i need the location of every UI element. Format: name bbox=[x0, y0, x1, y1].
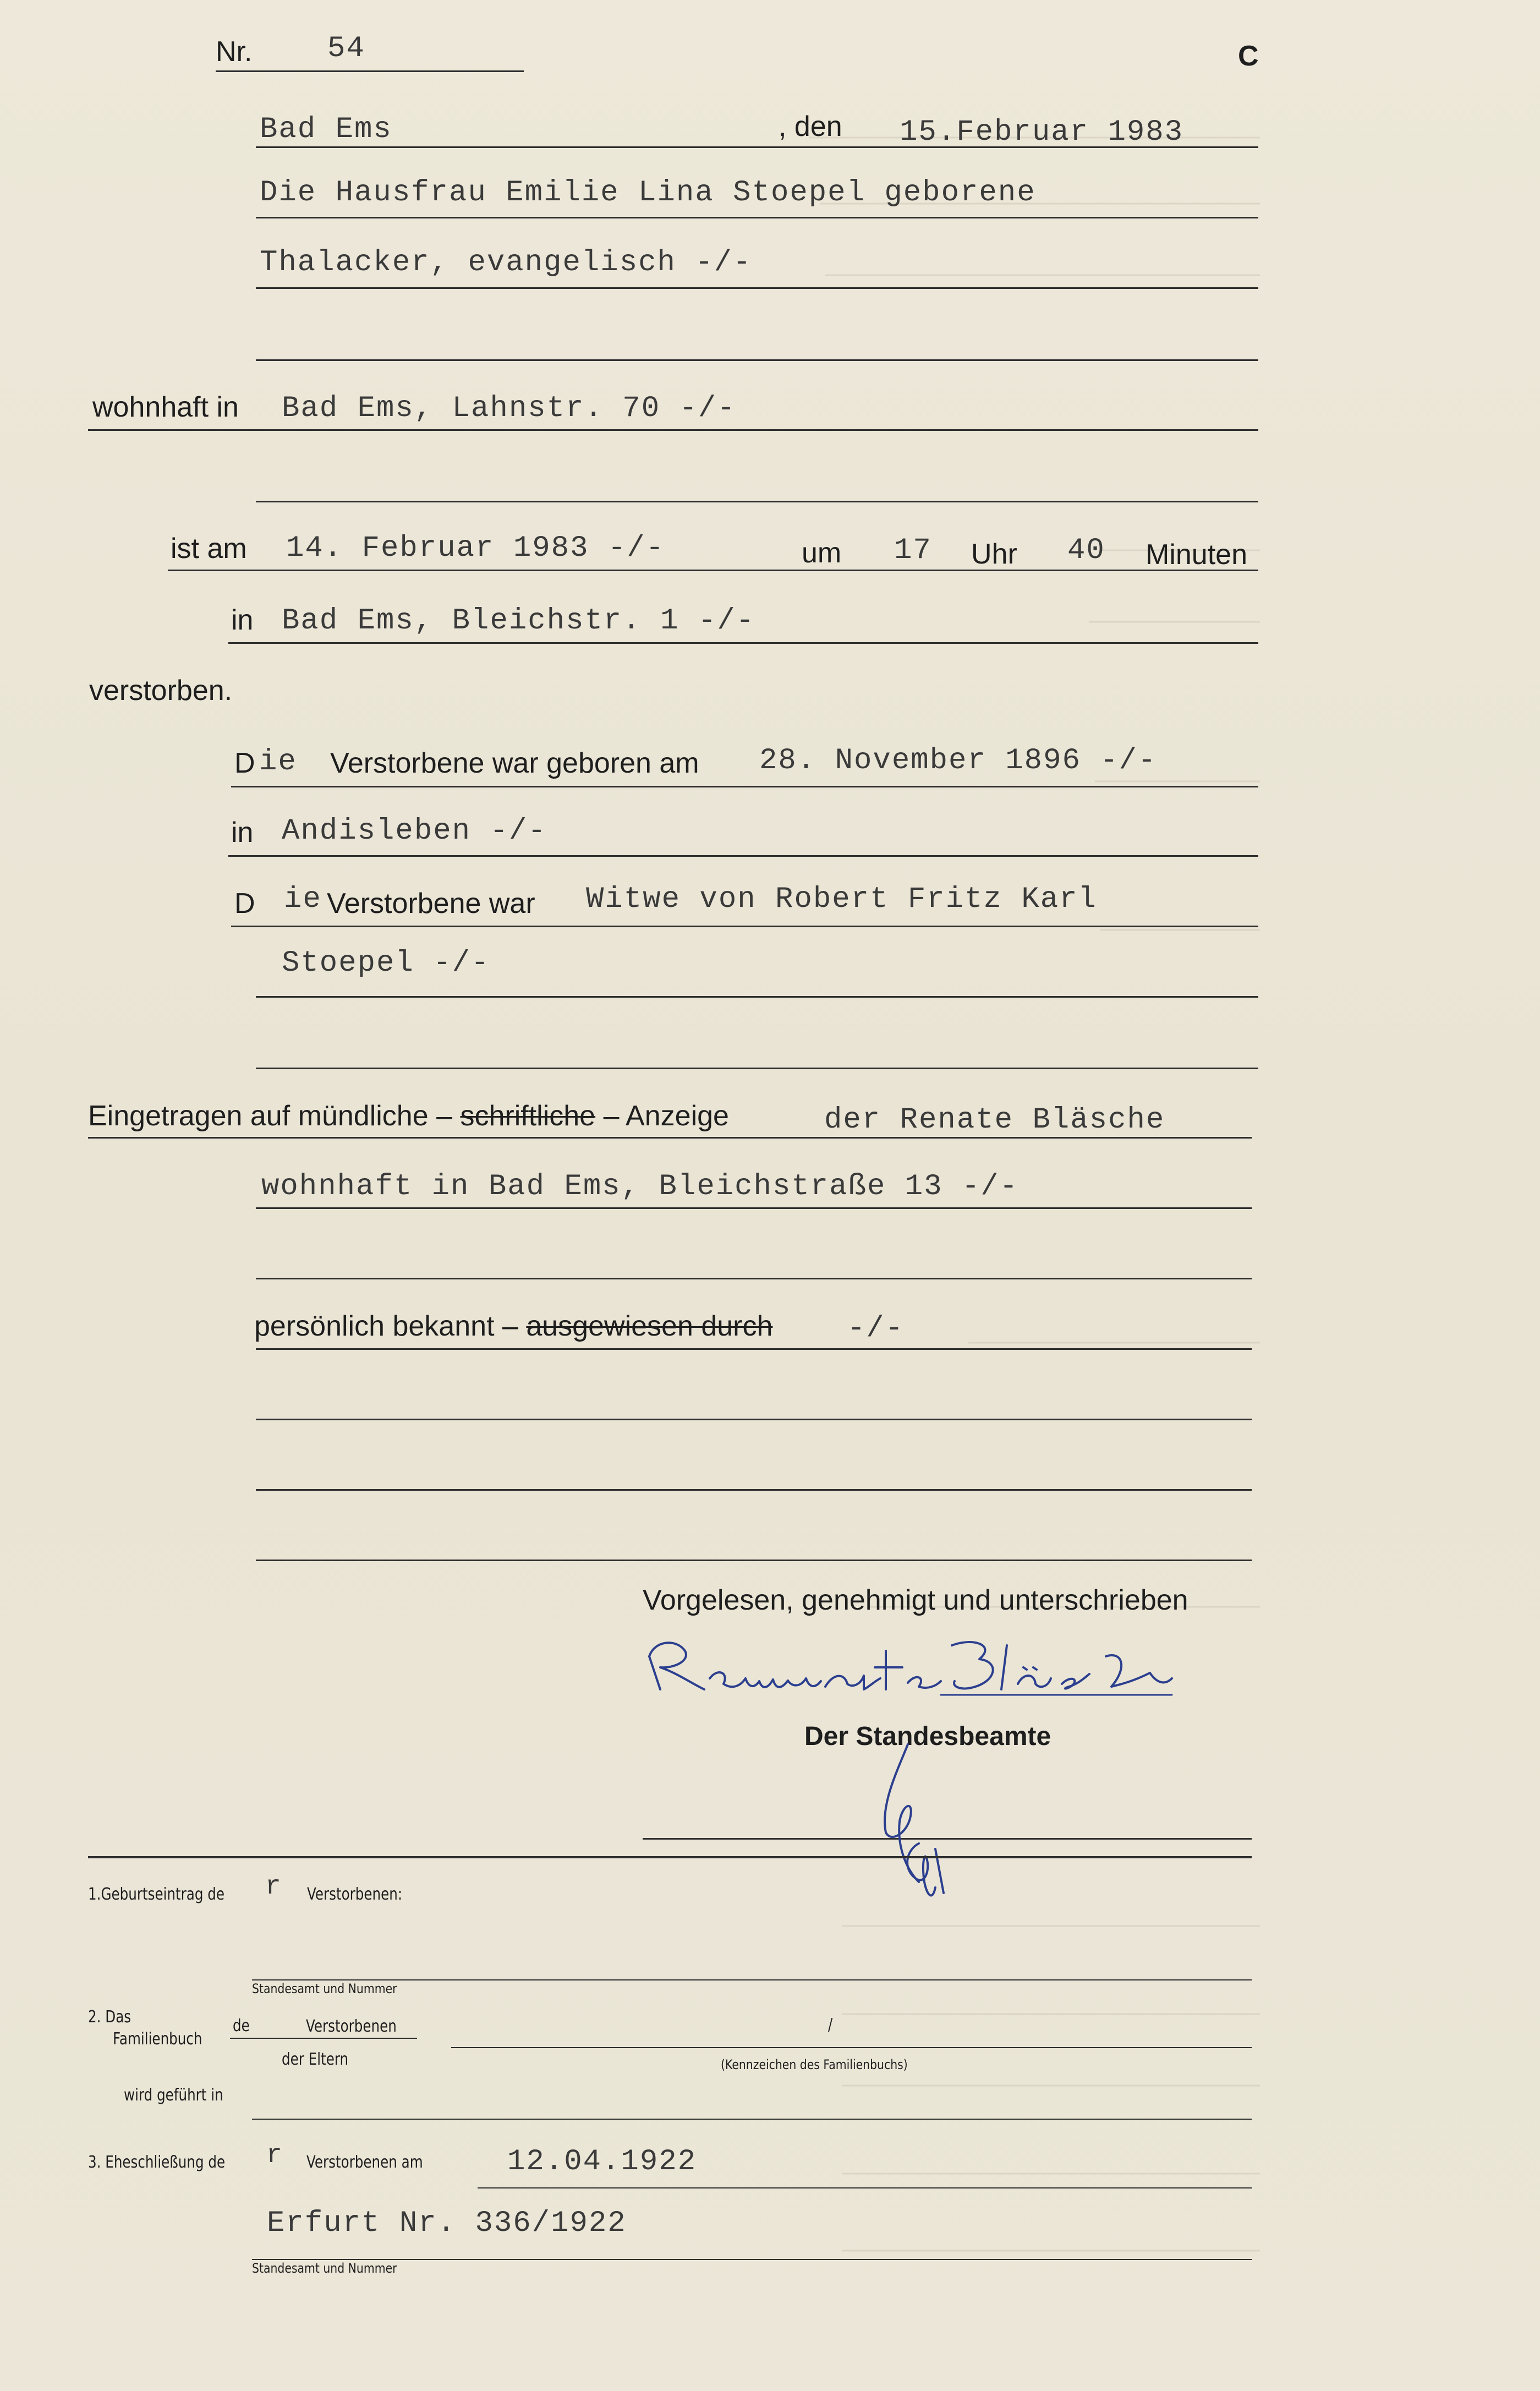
residence-value: Bad Ems, Lahnstr. 70 -/- bbox=[282, 392, 736, 425]
item2-caption: (Kennzeichen des Familienbuchs) bbox=[721, 2057, 908, 2072]
series-letter: C bbox=[1238, 40, 1259, 72]
line-deceased-1 bbox=[256, 217, 1258, 218]
line-informant-3 bbox=[256, 1278, 1252, 1279]
death-place: Bad Ems, Bleichstr. 1 -/- bbox=[282, 604, 755, 638]
line-informant-2 bbox=[256, 1207, 1252, 1209]
line-death-time bbox=[168, 570, 1258, 571]
minuten-label: Minuten bbox=[1146, 539, 1247, 571]
registry-date: 15.Februar 1983 bbox=[900, 116, 1184, 149]
line-deceased-2 bbox=[256, 287, 1258, 289]
deceased-line-1: Die Hausfrau Emilie Lina Stoepel geborene bbox=[260, 176, 1036, 210]
item3-label: 3. Eheschließung de bbox=[88, 2153, 226, 2172]
informant-signature bbox=[644, 1634, 1205, 1706]
marriage-date: 12.04.1922 bbox=[507, 2145, 697, 2179]
birth-text-label: Verstorbene war geboren am bbox=[330, 747, 699, 779]
line-residence bbox=[88, 429, 1258, 431]
read-approved-label: Vorgelesen, genehmigt und unterschrieben bbox=[643, 1584, 1188, 1616]
item1-suffix: r bbox=[265, 1872, 282, 1902]
birth-place: Andisleben -/- bbox=[282, 814, 547, 848]
uhr-label: Uhr bbox=[971, 538, 1017, 570]
line-item2-c bbox=[252, 2119, 1252, 2120]
item1-caption: Standesamt und Nummer bbox=[252, 1981, 397, 1996]
identity-label-struck: ausgewiesen durch bbox=[526, 1310, 773, 1342]
item3-caption: Standesamt und Nummer bbox=[252, 2261, 397, 2276]
birth-d-suffix: ie bbox=[259, 745, 297, 779]
line-marital-2 bbox=[256, 996, 1258, 998]
line-blank-2 bbox=[256, 1489, 1252, 1491]
identity-value: -/- bbox=[847, 1312, 905, 1345]
anzeige-label-b: – Anzeige bbox=[603, 1100, 729, 1132]
item2-label-b: Familienbuch bbox=[113, 2029, 202, 2049]
item2-label-a: 2. Das bbox=[88, 2007, 131, 2027]
line-identity bbox=[256, 1348, 1252, 1350]
line-birth-place bbox=[228, 855, 1258, 857]
line-item3-a bbox=[478, 2187, 1252, 2188]
marital-d-suffix: ie bbox=[284, 883, 322, 916]
wird-gefuehrt-label: wird geführt in bbox=[124, 2086, 223, 2105]
deceased-line-2: Thalacker, evangelisch -/- bbox=[260, 246, 752, 280]
verstorben-label: verstorben. bbox=[89, 675, 233, 707]
item2-verstorbenen: Verstorbenen bbox=[306, 2017, 397, 2036]
item3-tail: Verstorbenen am bbox=[306, 2153, 423, 2172]
item2-de: de bbox=[233, 2016, 250, 2036]
um-label: um bbox=[802, 537, 842, 569]
ist-am-label: ist am bbox=[171, 533, 247, 565]
marriage-registry: Erfurt Nr. 336/1922 bbox=[267, 2207, 627, 2240]
anzeige-label bbox=[88, 1099, 729, 1132]
line-item3-b bbox=[252, 2259, 1252, 2260]
line-blank-1 bbox=[256, 1419, 1252, 1420]
line-place-date bbox=[256, 146, 1258, 148]
line-death-place bbox=[228, 642, 1258, 644]
entry-number: 54 bbox=[327, 32, 365, 65]
death-in-label: in bbox=[231, 604, 254, 636]
death-date: 14. Februar 1983 -/- bbox=[286, 532, 665, 565]
nr-label: Nr. bbox=[216, 36, 253, 68]
line-item2-b bbox=[451, 2047, 1252, 2048]
item2-eltern: der Eltern bbox=[282, 2050, 349, 2069]
item2-slash: / bbox=[828, 2015, 833, 2034]
line-deceased-3 bbox=[256, 359, 1258, 361]
item3-suffix: r bbox=[266, 2141, 283, 2170]
line-item2-a bbox=[230, 2038, 417, 2039]
anzeige-label-struck: schriftliche bbox=[460, 1100, 596, 1132]
line-residence-2 bbox=[256, 501, 1258, 502]
informant-name: der Renate Bläsche bbox=[824, 1103, 1165, 1137]
line-marital-1 bbox=[231, 926, 1258, 927]
registry-place: Bad Ems bbox=[260, 113, 392, 146]
line-marital-3 bbox=[256, 1068, 1258, 1069]
den-label: , den bbox=[779, 111, 842, 143]
registrar-initials bbox=[869, 1739, 963, 1904]
line-informant-1 bbox=[88, 1137, 1252, 1139]
item1-label: 1.Geburtseintrag de bbox=[88, 1885, 225, 1904]
birth-in-label: in bbox=[231, 817, 254, 849]
item1-tail: Verstorbenen: bbox=[307, 1885, 403, 1904]
anzeige-label-a: Eingetragen auf mündliche – bbox=[88, 1100, 453, 1132]
informant-address: wohnhaft in Bad Ems, Bleichstraße 13 -/- bbox=[261, 1170, 1019, 1203]
marital-text-label: Verstorbene war bbox=[327, 888, 535, 920]
line-blank-3 bbox=[256, 1560, 1252, 1561]
birth-date: 28. November 1896 -/- bbox=[759, 744, 1157, 778]
birth-d-label: D bbox=[234, 747, 255, 779]
nr-underline bbox=[216, 70, 524, 72]
death-hour: 17 bbox=[894, 534, 932, 567]
registrar-label: Der Standesbeamte bbox=[804, 1722, 1051, 1751]
line-birth-date bbox=[231, 786, 1258, 787]
wohnhaft-label: wohnhaft in bbox=[92, 391, 239, 423]
identity-label bbox=[254, 1310, 772, 1343]
identity-label-a: persönlich bekannt – bbox=[254, 1310, 518, 1342]
marital-line-1: Witwe von Robert Fritz Karl bbox=[586, 883, 1097, 916]
footer-divider bbox=[88, 1856, 1252, 1858]
marital-d-label: D bbox=[234, 888, 255, 920]
marital-line-2: Stoepel -/- bbox=[282, 946, 490, 980]
death-minutes: 40 bbox=[1067, 534, 1105, 567]
line-item1 bbox=[252, 1979, 1252, 1980]
